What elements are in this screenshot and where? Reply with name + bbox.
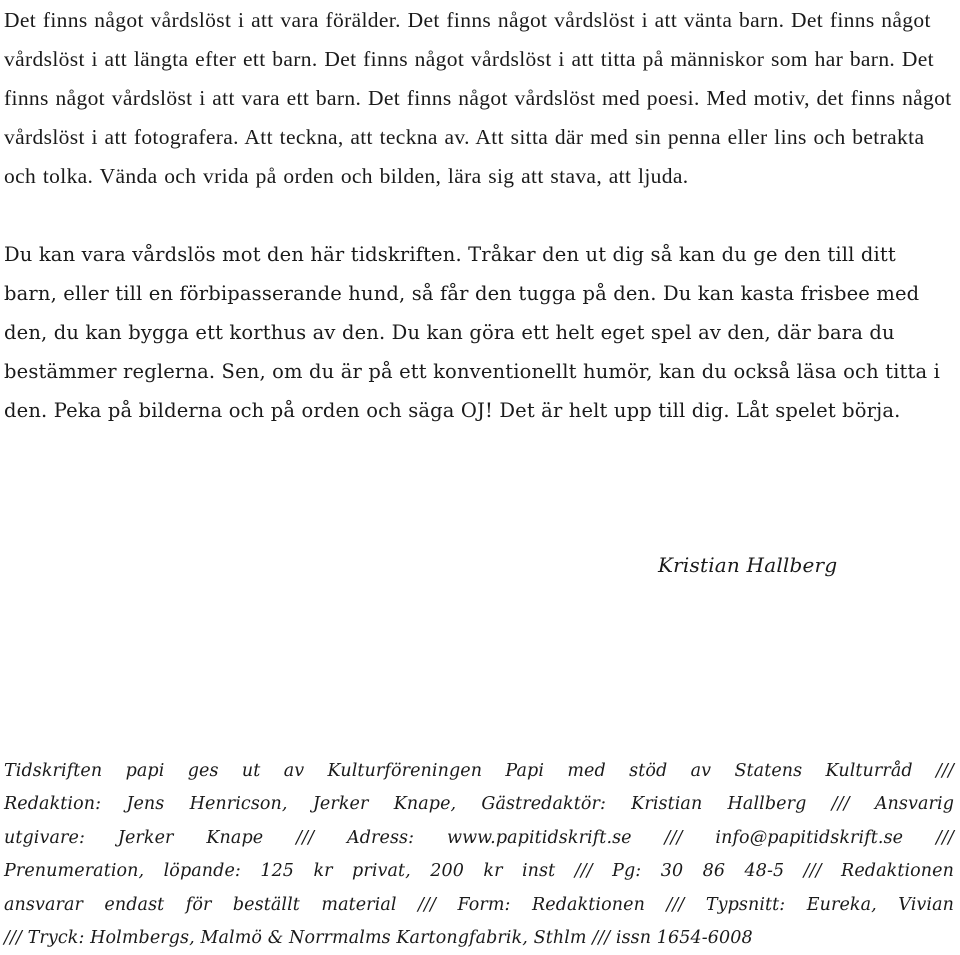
- colophon: [4, 755, 954, 955]
- document-page: [4, 0, 954, 430]
- colophon-line: utgivare: Jerker Knape /// Adress: www.papitidskrift.se /// info@papitidskrift.se ///: [4, 827, 954, 848]
- colophon-line: Tidskriften papi ges ut av Kulturföreningen Papi med stöd av Statens Kulturråd ///: [4, 761, 954, 781]
- colophon-line: Prenumeration, löpande: 125 kr privat, 200 kr inst /// Pg: 30 86 48-5 /// Redaktionen: [4, 861, 954, 882]
- colophon-line: Redaktion: Jens Henricson, Jerker Knape, Gästredaktör: Kristian Hallberg /// Ansvarig: [4, 794, 954, 815]
- colophon-line: ansvarar endast för beställt material /// Form: Redaktionen /// Typsnitt: Eureka, Vivian: [4, 894, 954, 915]
- editorial-text: [4, 0, 954, 430]
- editorial-paragraph-2: Du kan vara vårdslös mot den här tidskriften. Tråkar den ut dig så kan du ge den till ditt barn, eller till en förbipasserande hund, så får den tugga på den. Du kan kasta frisbee med den, du kan bygga ett korthus av den. Du kan göra ett helt eget spel av den, där bara du bestämmer reglerna. Sen, om du är på ett konventionellt humör, kan du också läsa och titta i den. Peka på bilderna och på orden och säga OJ! Det är helt upp till dig. Låt spelet börja.: [4, 243, 940, 422]
- colophon-line: /// Tryck: Holmbergs, Malmö & Norrmalms Kartongfabrik, Sthlm /// issn 1654-6008: [4, 928, 753, 949]
- editorial-signature: Kristian Hallberg: [658, 553, 838, 577]
- editorial-paragraph-1: Det finns något vårdslöst i att vara förälder. Det finns något vårdslöst i att vänta barn. Det finns något vårdslöst i att längta efter ett barn. Det finns något vårdslöst i att titta på människor som har barn. Det finns något vårdslöst i att vara ett barn. Det finns något vårdslöst med poesi. Med motiv, det finns något vårdslöst i att fotografera. Att teckna, att teckna av. Att sitta där med sin penna eller lins och betrakta och tolka. Vända och vrida på orden och bilden, lära sig att stava, att ljuda.: [4, 8, 952, 188]
